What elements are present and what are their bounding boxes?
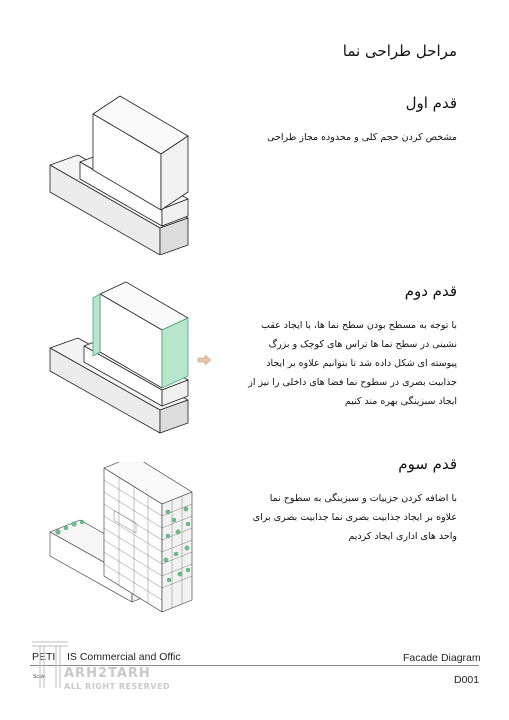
watermark-sub-text: ALL RIGHT RESERVED (64, 682, 171, 691)
project-name: PETI IS Commercial and Offic (32, 651, 181, 663)
step-2-description: با توجه به مسطح بودن سطح نما ها، با ایجاد عقب نشینی در سطح نما ها تراس های کوچک و بزرگ پیوسته ای شکل داده شد تا بتوانیم علاوه بر ایجاد جذابیت بصری در سطوح نما فضا های داخلی را نیز از ایجاد سبزینگی بهره مند کنیم (248, 320, 457, 407)
step-1-massing-diagram (40, 90, 200, 255)
step-1-title: قدم اول (405, 94, 457, 112)
watermark-logo (30, 638, 180, 694)
page-title: مراحل طراحی نما (342, 42, 457, 60)
step-2-facade-diagram (40, 278, 215, 436)
step-2-title: قدم دوم (404, 282, 457, 300)
step-3-detail-diagram (44, 462, 204, 614)
sheet-number: D001 (454, 674, 480, 686)
step-3-title: قدم سوم (398, 455, 457, 473)
step-3-description: با اضافه کردن جزییات و سبزینگی به سطوح نما علاوه بر ایجاد جذابیت بصری نما جذابیت بصری برای واحد های اداری ایجاد کردیم (252, 493, 457, 542)
arrow-icon (198, 355, 211, 365)
sheet-title: Facade Diagram (403, 652, 481, 664)
step-1-description: مشخص کردن حجم کلی و محدوده مجاز طراحی (267, 132, 457, 143)
watermark-main-text: ARH2TARH (64, 666, 151, 681)
scale-label: Scale (33, 674, 46, 680)
